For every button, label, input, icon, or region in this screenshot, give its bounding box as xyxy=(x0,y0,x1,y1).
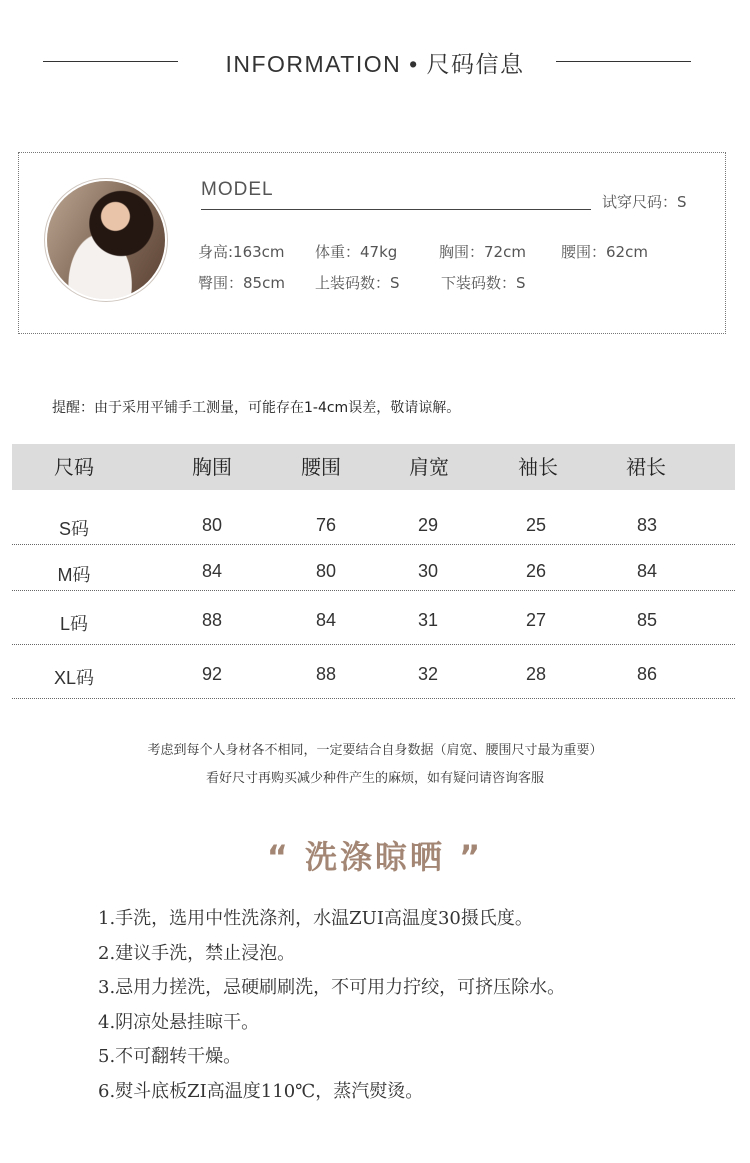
washing-item: 2.建议手洗，禁止浸泡。 xyxy=(98,943,296,964)
cell-bust: 88 xyxy=(201,610,223,630)
row-divider xyxy=(12,644,735,645)
washing-item: 1.手洗，选用中性洗涤剂，水温ZUI高温度30摄氏度。 xyxy=(98,908,533,929)
cell-bust: 80 xyxy=(201,515,223,535)
cell-shoulder: 29 xyxy=(417,515,439,535)
row-divider xyxy=(12,698,735,699)
model-avatar xyxy=(47,181,165,299)
washing-item: 5.不可翻转干燥。 xyxy=(98,1046,242,1067)
size-tip-line-2: 看好尺寸再购买减少种件产生的麻烦，如有疑问请咨询客服 xyxy=(205,771,544,786)
measurement-notice: 提醒：由于采用平铺手工测量，可能存在1-4cm误差，敬请谅解。 xyxy=(52,400,461,416)
page-title: INFORMATION • 尺码信息 xyxy=(225,51,525,77)
cell-waist: 84 xyxy=(315,610,337,630)
cell-sleeve: 25 xyxy=(525,515,547,535)
header-bust: 胸围 xyxy=(192,455,232,479)
trial-size: 试穿尺码：S xyxy=(602,193,687,211)
washing-title: “ 洗涤晾晒 ” xyxy=(266,838,484,876)
header-waist: 腰围 xyxy=(301,455,341,479)
header-skirt-length: 裙长 xyxy=(626,455,666,479)
cell-shoulder: 32 xyxy=(417,664,439,684)
cell-skirt-length: 86 xyxy=(636,664,658,684)
model-waist: 腰围：62cm xyxy=(561,243,648,261)
cell-size: M码 xyxy=(57,565,91,585)
cell-size: L码 xyxy=(59,614,88,634)
header-size: 尺码 xyxy=(54,455,94,479)
cell-skirt-length: 85 xyxy=(636,610,658,630)
cell-sleeve: 26 xyxy=(525,561,547,581)
cell-size: XL码 xyxy=(53,668,95,688)
model-bust: 胸围：72cm xyxy=(439,243,526,261)
model-card xyxy=(18,152,726,334)
cell-shoulder: 30 xyxy=(417,561,439,581)
cell-sleeve: 28 xyxy=(525,664,547,684)
washing-item: 6.熨斗底板ZI高温度110℃，蒸汽熨烫。 xyxy=(98,1081,424,1102)
model-top-size: 上装码数：S xyxy=(315,274,400,292)
cell-waist: 88 xyxy=(315,664,337,684)
cell-waist: 76 xyxy=(315,515,337,535)
washing-item: 3.忌用力搓洗，忌硬刷刷洗，不可用力拧绞，可挤压除水。 xyxy=(98,977,566,998)
row-divider xyxy=(12,544,735,545)
cell-size: S码 xyxy=(58,519,89,539)
cell-bust: 92 xyxy=(201,664,223,684)
size-tip-line-1: 考虑到每个人身材各不相同，一定要结合自身数据（肩宽、腰围尺寸最为重要） xyxy=(147,743,603,758)
model-divider xyxy=(201,209,591,210)
washing-item: 4.阴凉处悬挂晾干。 xyxy=(98,1012,260,1033)
model-hip: 臀围：85cm xyxy=(198,274,285,292)
cell-sleeve: 27 xyxy=(525,610,547,630)
size-table-header xyxy=(12,444,735,490)
cell-skirt-length: 84 xyxy=(636,561,658,581)
model-weight: 体重：47kg xyxy=(315,243,398,261)
model-label: MODEL xyxy=(201,179,274,200)
cell-waist: 80 xyxy=(315,561,337,581)
cell-bust: 84 xyxy=(201,561,223,581)
cell-skirt-length: 83 xyxy=(636,515,658,535)
model-height: 身高:163cm xyxy=(198,243,285,261)
cell-shoulder: 31 xyxy=(417,610,439,630)
model-bottom-size: 下装码数：S xyxy=(441,274,526,292)
header-sleeve: 袖长 xyxy=(518,455,558,479)
row-divider xyxy=(12,590,735,591)
header-shoulder: 肩宽 xyxy=(409,455,449,479)
